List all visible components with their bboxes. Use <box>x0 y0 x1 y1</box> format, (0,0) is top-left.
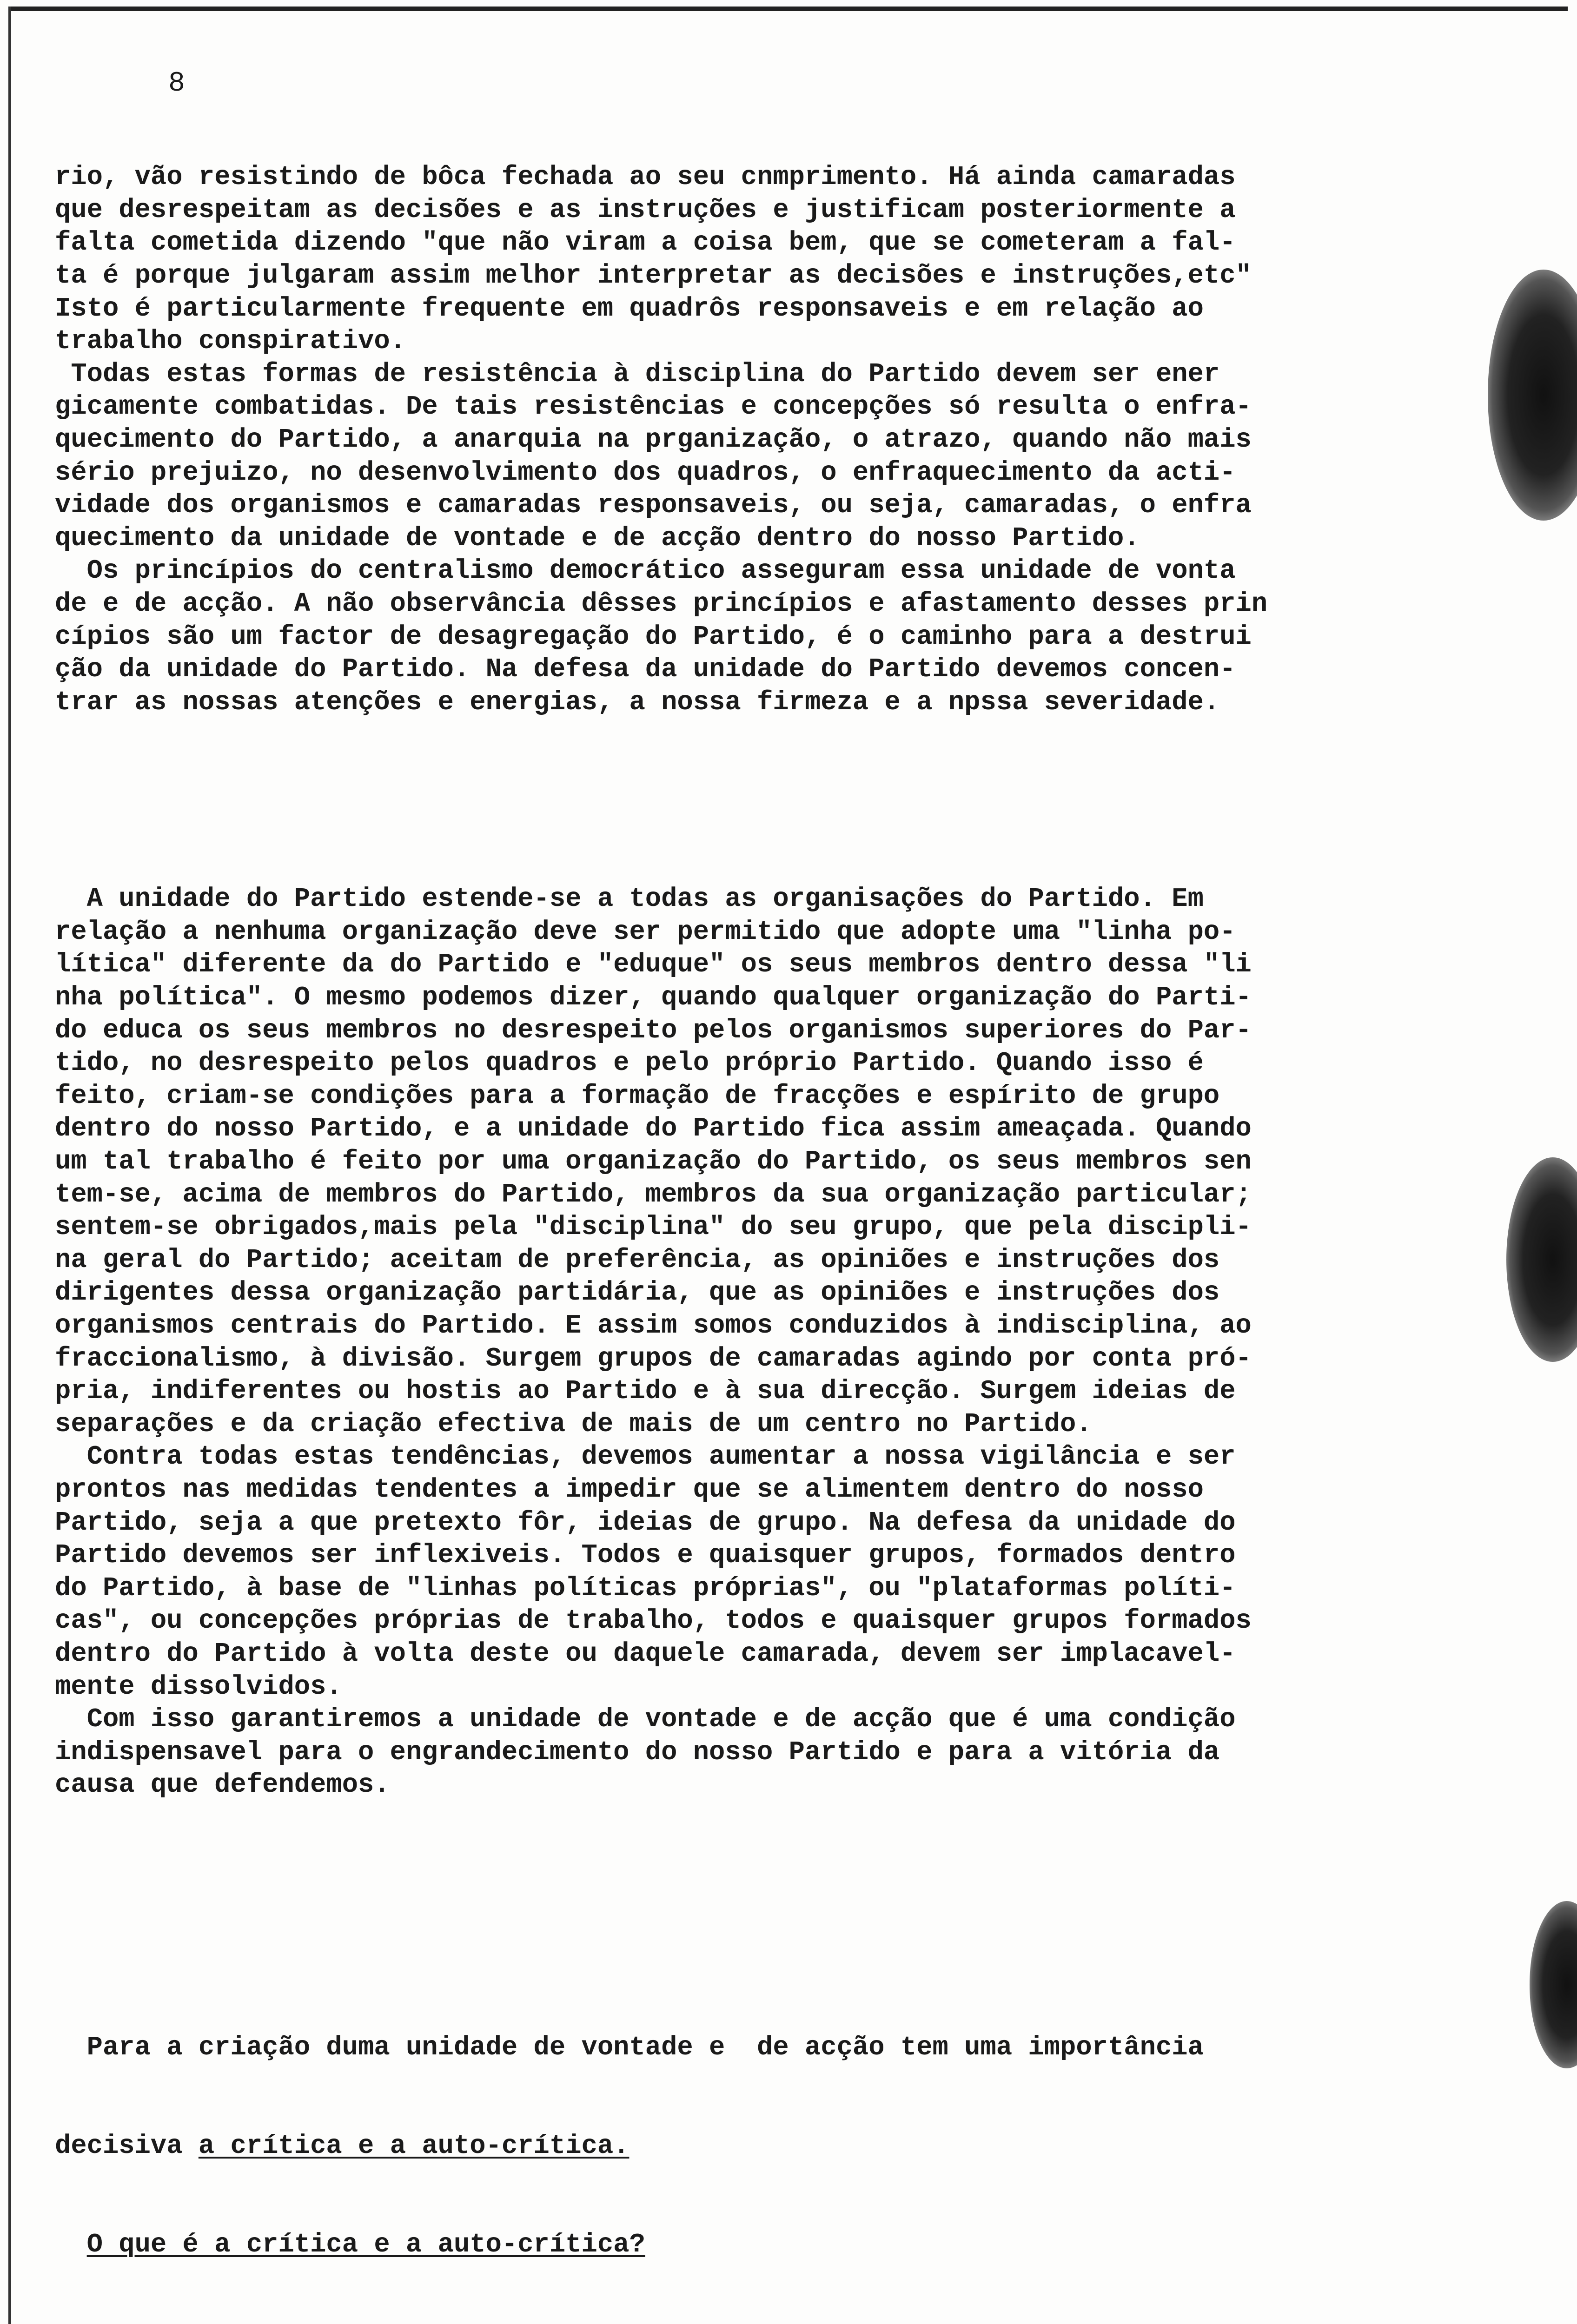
text-line: vidade dos organismos e camaradas responsaveis, ou seja, camaradas, o enfra <box>55 490 1252 521</box>
text-line: gicamente combatidas. De tais resistências e concepções só resulta o enfra- <box>55 392 1252 423</box>
text-line: pria, indiferentes ou hostis ao Partido e à sua direcção. Surgem ideias de <box>55 1376 1236 1407</box>
paragraph-unity <box>55 883 1454 1802</box>
text-fragment: decisiva <box>55 2131 199 2161</box>
text-line: falta cometida dizendo "que não viram a coisa bem, que se cometeram a fal- <box>55 228 1236 258</box>
text-line: sentem-se obrigados,mais pela "disciplina" do seu grupo, que pela discipli- <box>55 1212 1252 1243</box>
text-line: Todas estas formas de resistência à disciplina do Partido devem ser ener <box>55 359 1220 390</box>
text-line: mente dissolvidos. <box>55 1671 342 1702</box>
text-line: quecimento da unidade de vontade e de acção dentro do nosso Partido. <box>55 523 1140 554</box>
text-line: na geral do Partido; aceitam de preferência, as opiniões e instruções dos <box>55 1245 1220 1275</box>
text-line: cípios são um factor de desagregação do Partido, é o caminho para a destrui <box>55 621 1252 652</box>
text-line: dentro do Partido à volta deste ou daquele camarada, devem ser implacavel- <box>55 1638 1236 1669</box>
paragraph-gap <box>55 785 1454 818</box>
text-line <box>55 2130 1454 2163</box>
text-line <box>55 2229 1454 2262</box>
text-line: do Partido, à base de "linhas políticas próprias", ou "plataformas políti- <box>55 1573 1236 1604</box>
left-border-rule <box>8 7 11 2324</box>
underlined-phrase: a crítica e a auto-crítica. <box>198 2131 629 2161</box>
text-line: indispensavel para o engrandecimento do nosso Partido e para a vitória da <box>55 1737 1220 1768</box>
text-line: Para a criação duma unidade de vontade e de acção tem uma importância <box>55 2033 1204 2063</box>
text-line: tido, no desrespeito pelos quadros e pelo próprio Partido. Quando isso é <box>55 1048 1204 1079</box>
text-line: Partido devemos ser inflexiveis. Todos e quaisquer grupos, formados dentro <box>55 1540 1236 1571</box>
text-line: nha política". O mesmo podemos dizer, quando qualquer organização do Parti- <box>55 983 1252 1013</box>
text-line: Isto é particularmente frequente em quadrôs responsaveis e em relação ao <box>55 293 1204 324</box>
text-line: cas", ou concepções próprias de trabalho, todos e quaisquer grupos formados <box>55 1606 1252 1637</box>
text-line: que desrespeitam as decisões e as instruções e justificam posteriormente a <box>55 195 1236 225</box>
text-line: quecimento do Partido, a anarquia na prganização, o atrazo, quando não mais <box>55 424 1252 455</box>
text-line: de e de acção. A não observância dêsses princípios e afastamento desses prin <box>55 588 1268 619</box>
scan-blot <box>1488 270 1577 521</box>
text-line: organismos centrais do Partido. E assim somos conduzidos à indisciplina, ao <box>55 1310 1252 1341</box>
paragraph-gap <box>55 1868 1454 1901</box>
scan-blot <box>1506 1157 1577 1362</box>
document-body <box>55 96 1454 2324</box>
text-line: ta é porque julgaram assim melhor interpretar as decisões e instruções,etc" <box>55 260 1252 291</box>
text-line: Os princípios do centralismo democrático asseguram essa unidade de vonta <box>55 556 1236 587</box>
text-line: ção da unidade do Partido. Na defesa da unidade do Partido devemos concen- <box>55 654 1236 685</box>
scan-blot <box>1530 1901 1577 2068</box>
text-line: Com isso garantiremos a unidade de vontade e de acção que é uma condição <box>55 1704 1236 1735</box>
text-line: rio, vão resistindo de bôca fechada ao seu cnmprimento. Há ainda camaradas <box>55 162 1236 193</box>
text-fragment <box>55 2230 87 2260</box>
text-line: trabalho conspirativo. <box>55 326 406 357</box>
text-line: Partido, seja a que pretexto fôr, ideias de grupo. Na defesa da unidade do <box>55 1507 1236 1538</box>
text-line: fraccionalismo, à divisão. Surgem grupos de camaradas agindo por conta pró- <box>55 1343 1252 1374</box>
text-line: separações e da criação efectiva de mais de um centro no Partido. <box>55 1409 1092 1439</box>
text-line: relação a nenhuma organização deve ser permitido que adopte uma "linha po- <box>55 917 1236 947</box>
text-line: feito, criam-se condições para a formação de fracções e espírito de grupo <box>55 1081 1220 1111</box>
paragraph-discipline <box>55 161 1454 719</box>
text-line: A unidade do Partido estende-se a todas as organisações do Partido. Em <box>55 884 1204 915</box>
text-line: causa que defendemos. <box>55 1770 390 1801</box>
text-line: dirigentes dessa organização partidária, que as opiniões e instruções dos <box>55 1278 1220 1308</box>
text-line: Contra todas estas tendências, devemos aumentar a nossa vigilância e ser <box>55 1442 1236 1472</box>
text-line: prontos nas medidas tendentes a impedir que se alimentem dentro do nosso <box>55 1474 1204 1505</box>
paragraph-criticism <box>55 1966 1454 2324</box>
text-line: trar as nossas atenções e energias, a nossa firmeza e a npssa severidade. <box>55 687 1220 718</box>
underlined-question: O que é a crítica e a auto-crítica? <box>86 2229 645 2260</box>
top-border-rule <box>9 7 1568 11</box>
text-line: tem-se, acima de membros do Partido, membros da sua organização particular; <box>55 1179 1252 1210</box>
text-line: do educa os seus membros no desrespeito pelos organismos superiores do Par- <box>55 1015 1252 1046</box>
text-line: dentro do nosso Partido, e a unidade do Partido fica assim ameaçada. Quando <box>55 1114 1252 1144</box>
text-line: lítica" diferente da do Partido e "eduque" os seus membros dentro dessa "li <box>55 950 1252 980</box>
text-line: um tal trabalho é feito por uma organização do Partido, os seus membros sen <box>55 1147 1252 1177</box>
page-number: 8 <box>168 68 186 99</box>
text-line: sério prejuizo, no desenvolvimento dos quadros, o enfraquecimento da acti- <box>55 457 1236 488</box>
